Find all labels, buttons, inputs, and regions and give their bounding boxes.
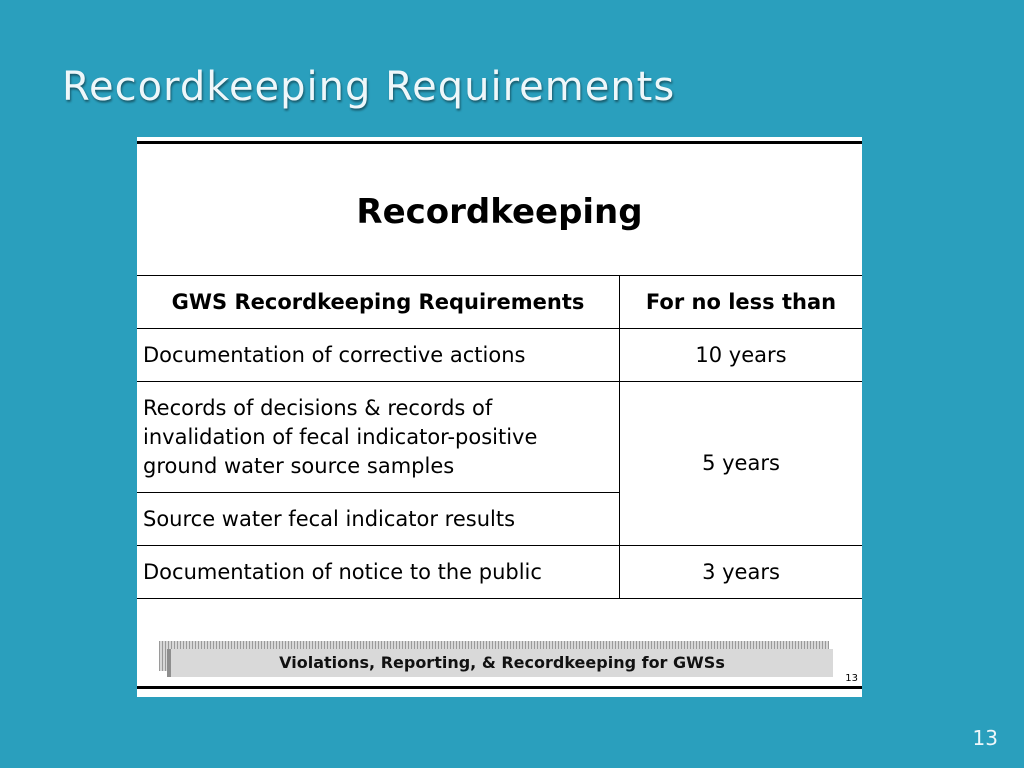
document-heading: Recordkeeping xyxy=(356,192,643,232)
duration-cell: 3 years xyxy=(620,546,863,599)
requirement-cell: Documentation of notice to the public xyxy=(137,546,620,599)
column-header-requirement: GWS Recordkeeping Requirements xyxy=(137,276,620,329)
table-row xyxy=(137,382,862,493)
footer-banner-text: Violations, Reporting, & Recordkeeping for GWSs xyxy=(167,649,833,677)
recordkeeping-table xyxy=(137,275,862,599)
duration-cell: 10 years xyxy=(620,329,863,382)
table-row xyxy=(137,546,862,599)
bottom-rule xyxy=(137,686,862,689)
table-header-row xyxy=(137,276,862,329)
footer-banner xyxy=(159,641,829,675)
requirement-cell: Documentation of corrective actions xyxy=(137,329,620,382)
column-header-duration: For no less than xyxy=(620,276,863,329)
inner-page-number: 13 xyxy=(845,673,858,684)
requirement-cell: Records of decisions & records of invalidation of fecal indicator-positive ground water source samples xyxy=(137,382,620,493)
slide-title: Recordkeeping Requirements xyxy=(62,64,676,110)
table-row xyxy=(137,329,862,382)
requirement-cell: Source water fecal indicator results xyxy=(137,493,620,546)
slide-number: 13 xyxy=(972,726,998,750)
document-image xyxy=(137,137,862,697)
duration-cell: 5 years xyxy=(620,382,863,546)
top-rule xyxy=(137,141,862,144)
